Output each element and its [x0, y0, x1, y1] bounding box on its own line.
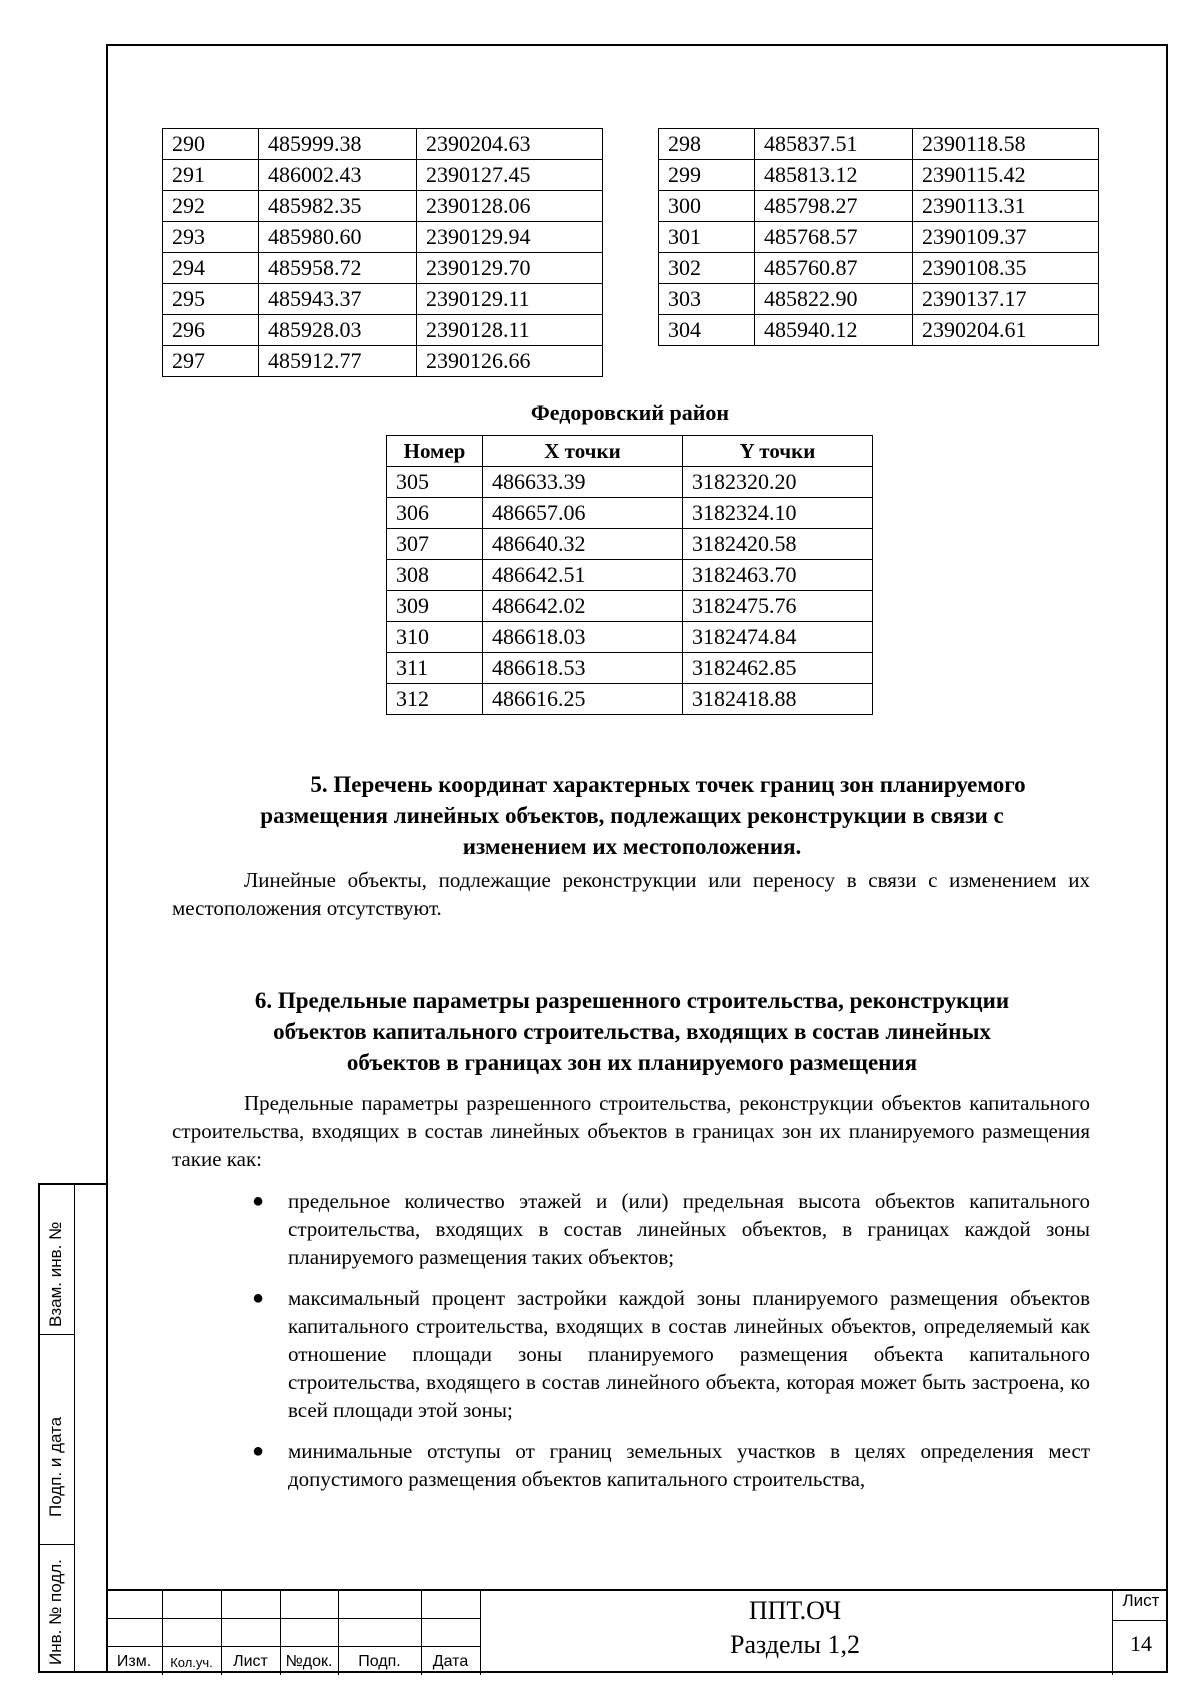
document-code-block: [480, 1594, 1110, 1662]
y-coordinate-cell: 2390129.70: [417, 253, 603, 284]
y-coordinate-cell: 2390137.17: [913, 284, 1099, 315]
list-item: ● минимальные отступы от границ земельных участков в целях определения мест допустимого размещения объектов капитального строительства,: [252, 1439, 1090, 1491]
side-label-inv: Инв. № подл.: [46, 1559, 65, 1665]
x-coordinate-cell: 485958.72: [259, 253, 417, 284]
heading-line: 5. Перечень координат характерных точек границ зон планируемого: [310, 772, 1026, 797]
x-coordinate-cell: 485798.27: [755, 191, 913, 222]
point-number-cell: 303: [659, 284, 755, 315]
stamp-col-list: Лист: [233, 1653, 268, 1670]
column-header-x: X точки: [483, 436, 683, 467]
y-coordinate-cell: 3182475.76: [683, 591, 873, 622]
point-number-cell: 307: [387, 529, 483, 560]
document-title: Разделы 1,2: [729, 1630, 860, 1659]
side-label-vzam: Взам. инв. №: [46, 1221, 65, 1327]
table-row: [163, 222, 603, 253]
y-coordinate-cell: 2390204.63: [417, 129, 603, 160]
stamp-col-ndok: №док.: [285, 1653, 333, 1670]
table-row: [163, 160, 603, 191]
table-row: [659, 253, 1099, 284]
point-number-cell: 312: [387, 684, 483, 715]
table-row: [387, 653, 873, 684]
x-coordinate-cell: 486642.51: [483, 560, 683, 591]
x-coordinate-cell: 486616.25: [483, 684, 683, 715]
y-coordinate-cell: 3182320.20: [683, 467, 873, 498]
section-6-paragraph: [172, 1089, 1090, 1173]
table-row: [163, 191, 603, 222]
point-number-cell: 293: [163, 222, 259, 253]
x-coordinate-cell: 485980.60: [259, 222, 417, 253]
y-coordinate-cell: 3182462.85: [683, 653, 873, 684]
y-coordinate-cell: 2390115.42: [913, 160, 1099, 191]
column-header-y: Y точки: [683, 436, 873, 467]
x-coordinate-cell: 486657.06: [483, 498, 683, 529]
x-coordinate-cell: 485982.35: [259, 191, 417, 222]
table-row: [387, 529, 873, 560]
x-coordinate-cell: 485928.03: [259, 315, 417, 346]
x-coordinate-cell: 485943.37: [259, 284, 417, 315]
paragraph-text: Предельные параметры разрешенного строительства, реконструкции объектов капитального строительства, входящих в состав линейных объектов в границах зон их планируемого размещения такие как:: [172, 1091, 1090, 1171]
paragraph-text: Линейные объекты, подлежащие реконструкции или переносу в связи с изменением их местоположения отсутствуют.: [172, 868, 1090, 920]
stamp-col-izm: Изм.: [116, 1653, 152, 1670]
y-coordinate-cell: 3182324.10: [683, 498, 873, 529]
point-number-cell: 300: [659, 191, 755, 222]
point-number-cell: 310: [387, 622, 483, 653]
x-coordinate-cell: 486618.03: [483, 622, 683, 653]
x-coordinate-cell: 486618.53: [483, 653, 683, 684]
table-row: [387, 498, 873, 529]
point-number-cell: 296: [163, 315, 259, 346]
x-coordinate-cell: 485940.12: [755, 315, 913, 346]
x-coordinate-cell: 486642.02: [483, 591, 683, 622]
district-coordinates-table: [386, 435, 873, 715]
stamp-col-podp: Подп.: [358, 1653, 401, 1670]
y-coordinate-cell: 2390129.94: [417, 222, 603, 253]
point-number-cell: 304: [659, 315, 755, 346]
table-row: [659, 129, 1099, 160]
sheet-number: 14: [1130, 1631, 1152, 1656]
table-row: [387, 560, 873, 591]
point-number-cell: 302: [659, 253, 755, 284]
y-coordinate-cell: 2390128.06: [417, 191, 603, 222]
section-6-heading: [172, 985, 1092, 1078]
y-coordinate-cell: 2390127.45: [417, 160, 603, 191]
y-coordinate-cell: 2390108.35: [913, 253, 1099, 284]
table-row: [163, 284, 603, 315]
x-coordinate-cell: 485822.90: [755, 284, 913, 315]
point-number-cell: 299: [659, 160, 755, 191]
point-number-cell: 291: [163, 160, 259, 191]
heading-line: объектов в границах зон их планируемого размещения: [346, 1050, 918, 1075]
point-number-cell: 305: [387, 467, 483, 498]
y-coordinate-cell: 2390109.37: [913, 222, 1099, 253]
table-row: [659, 191, 1099, 222]
table-row: [659, 315, 1099, 346]
table-row: [659, 222, 1099, 253]
table-row: [387, 684, 873, 715]
x-coordinate-cell: 485837.51: [755, 129, 913, 160]
y-coordinate-cell: 2390128.11: [417, 315, 603, 346]
x-coordinate-cell: 485999.38: [259, 129, 417, 160]
side-stamp-strip: [38, 1183, 106, 1673]
table-row: [387, 467, 873, 498]
document-code: ППТ.ОЧ: [748, 1596, 842, 1625]
coordinates-table-a: [162, 128, 603, 377]
section-5-heading: [172, 769, 1092, 862]
heading-line: размещения линейных объектов, подлежащих реконструкции в связи с: [260, 803, 1004, 828]
x-coordinate-cell: 486640.32: [483, 529, 683, 560]
x-coordinate-cell: 485768.57: [755, 222, 913, 253]
y-coordinate-cell: 2390129.11: [417, 284, 603, 315]
point-number-cell: 311: [387, 653, 483, 684]
stamp-col-data: Дата: [432, 1653, 469, 1670]
point-number-cell: 301: [659, 222, 755, 253]
y-coordinate-cell: 3182474.84: [683, 622, 873, 653]
sheet-label: Лист: [1122, 1591, 1160, 1610]
point-number-cell: 306: [387, 498, 483, 529]
table-row: [163, 315, 603, 346]
x-coordinate-cell: 485760.87: [755, 253, 913, 284]
side-label-podp: Подп. и дата: [46, 1416, 65, 1517]
point-number-cell: 294: [163, 253, 259, 284]
heading-line: изменением их местоположения.: [462, 834, 802, 859]
y-coordinate-cell: 2390126.66: [417, 346, 603, 377]
table-row: [387, 622, 873, 653]
x-coordinate-cell: 485912.77: [259, 346, 417, 377]
point-number-cell: 309: [387, 591, 483, 622]
y-coordinate-cell: 2390204.61: [913, 315, 1099, 346]
x-coordinate-cell: 486633.39: [483, 467, 683, 498]
section-5-paragraph: [172, 866, 1090, 922]
heading-line: 6. Предельные параметры разрешенного строительства, реконструкции: [254, 988, 1010, 1013]
point-number-cell: 297: [163, 346, 259, 377]
point-number-cell: 298: [659, 129, 755, 160]
point-number-cell: 295: [163, 284, 259, 315]
y-coordinate-cell: 2390113.31: [913, 191, 1099, 222]
point-number-cell: 290: [163, 129, 259, 160]
point-number-cell: 292: [163, 191, 259, 222]
y-coordinate-cell: 3182418.88: [683, 684, 873, 715]
bullet-icon: ●: [252, 1190, 265, 1212]
column-header-number: Номер: [387, 436, 483, 467]
bullet-icon: ●: [252, 1287, 265, 1309]
table-row: [163, 129, 603, 160]
x-coordinate-cell: 486002.43: [259, 160, 417, 191]
table-row: [387, 591, 873, 622]
point-number-cell: 308: [387, 560, 483, 591]
y-coordinate-cell: 3182463.70: [683, 560, 873, 591]
y-coordinate-cell: 3182420.58: [683, 529, 873, 560]
parameters-list: [172, 1187, 1090, 1506]
table-row: [163, 346, 603, 377]
list-item: ● максимальный процент застройки каждой зоны планируемого размещения объектов капитального строительства, входящих в состав линейных объектов, определяемый как отношение площади зоны планируемого размещения объекта капитального строительства, входящего в состав линейного объекта, которая может быть застроена, ко всей площади этой зоны;: [252, 1286, 1090, 1422]
table-row: [163, 253, 603, 284]
bullet-icon: ●: [252, 1440, 265, 1462]
heading-line: объектов капитального строительства, входящих в состав линейных: [273, 1019, 991, 1044]
coordinates-table-b: [658, 128, 1099, 346]
list-item: ● предельное количество этажей и (или) предельная высота объектов капитального строительства, входящих в состав линейных объектов, в границах каждой зоны планируемого размещения таких объектов;: [252, 1189, 1090, 1269]
table-row: [659, 284, 1099, 315]
table-header-row: [387, 436, 873, 467]
x-coordinate-cell: 485813.12: [755, 160, 913, 191]
table-row: [659, 160, 1099, 191]
y-coordinate-cell: 2390118.58: [913, 129, 1099, 160]
stamp-col-kol-uch: Кол.уч.: [170, 1655, 213, 1670]
district-title: Федоровский район: [530, 400, 730, 425]
